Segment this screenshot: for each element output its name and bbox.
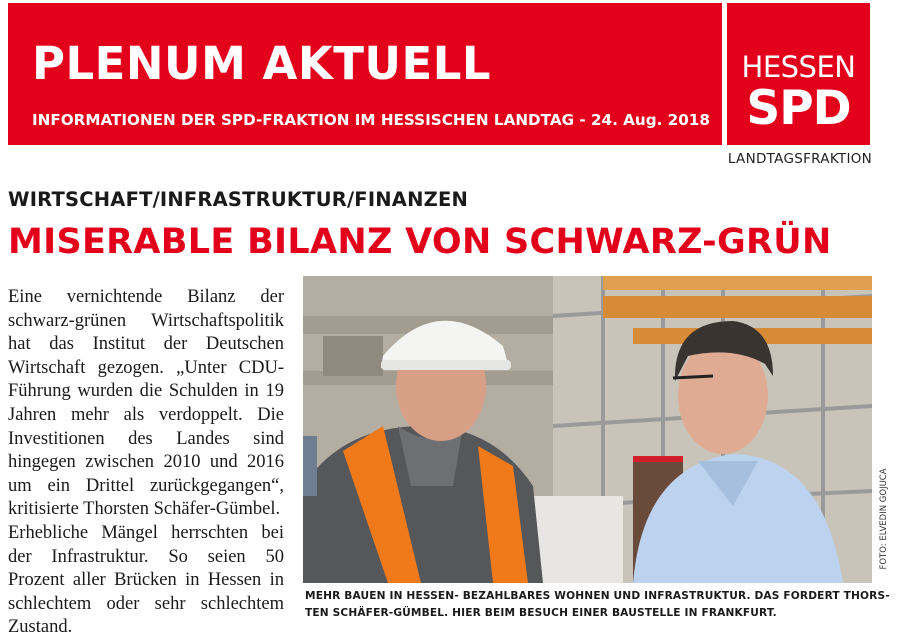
article-body: [8, 286, 284, 640]
article-paragraph: Eine vernichtende Bilanz der schwarz-grünen Wirtschaftspolitik hat das Institut der Deutschen Wirtschaft gezogen. „Unter CDU-Führung wurden die Schulden in 19 Jahren mehr als verdoppelt. Die Investitionen des Landes sind hingegen zwischen 2010 und 2016 um ein Drittel zurückgegangen“, kritisierte Thorsten Schäfer-Gümbel.: [8, 287, 284, 520]
article-rubric: WIRTSCHAFT/INFRASTRUKTUR/FINANZEN: [8, 188, 468, 211]
logo-party-text: SPD: [746, 81, 851, 136]
caption-line: TEN SCHÄFER-GÜMBEL. HIER BEIM BESUCH EINER BAUSTELLE IN FRANKFURT.: [305, 607, 777, 619]
newsletter-title: PLENUM AKTUELL: [32, 37, 492, 90]
caption-line: MEHR BAUEN IN HESSEN- BEZAHLBARES WOHNEN UND INFRASTRUKTUR. DAS FORDERT THORS-: [305, 590, 890, 602]
photo-credit-text: FOTO: ELVEDIN GOJUCA: [879, 468, 889, 570]
article-paragraph: Erhebliche Mängel herrschten bei der Infrastruktur. So seien 50 Prozent aller Brücken in Hessen in schlechtem oder sehr schlechtem Zustand.: [8, 522, 284, 638]
logo-unit-text: LANDTAGSFRAKTION: [727, 151, 873, 167]
newsletter-subtitle: INFORMATIONEN DER SPD-FRAKTION IM HESSISCHEN LANDTAG - 24. Aug. 2018: [32, 111, 710, 129]
photo-credit: [877, 455, 891, 583]
construction-site-illustration: [303, 276, 872, 583]
logo-region-text: HESSEN: [741, 50, 856, 84]
spd-hessen-logo: [727, 3, 870, 145]
photo-caption: [305, 588, 890, 622]
article-headline: MISERABLE BILANZ VON SCHWARZ-GRÜN: [8, 222, 832, 262]
header-banner: [8, 3, 722, 145]
article-photo: [303, 276, 872, 583]
